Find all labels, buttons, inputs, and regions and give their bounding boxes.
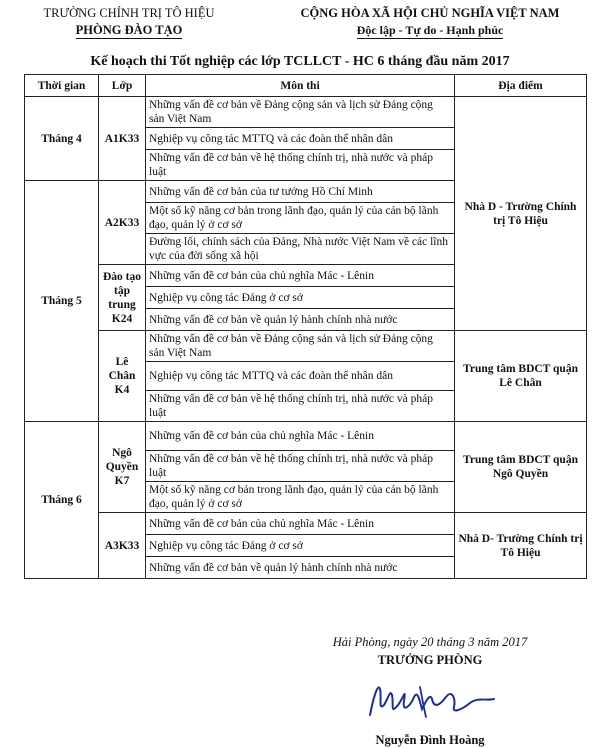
subject-cell: Những vấn đề cơ bản của chủ nghĩa Mác - Lênin <box>146 422 455 451</box>
subject-cell: Nghiệp vụ công tác Đảng ở cơ sở <box>146 535 455 557</box>
subject-cell: Những vấn đề cơ bản của tư tưởng Hồ Chí Minh <box>146 181 455 203</box>
table-row <box>25 422 587 451</box>
republic-name: CỘNG HÒA XÃ HỘI CHỦ NGHĨA VIỆT NAM <box>300 6 560 20</box>
col-header-place: Địa điểm <box>455 75 587 97</box>
subject-cell: Những vấn đề cơ bản về Đảng cộng sản và lịch sử Đảng cộng sản Việt Nam <box>146 331 455 362</box>
class-cell: Ngô Quyền K7 <box>99 422 146 513</box>
place-cell: Trung tâm BDCT quận Lê Chân <box>455 331 587 422</box>
table-header-row <box>25 75 587 97</box>
signing-date: Hải Phòng, ngày 20 tháng 3 năm 2017 <box>332 635 528 649</box>
class-cell: A2K33 <box>99 181 146 265</box>
subject-cell: Những vấn đề cơ bản về quản lý hành chính nhà nước <box>146 309 455 331</box>
col-header-class: Lớp <box>99 75 146 97</box>
place-cell: Nhà D - Trường Chính trị Tô Hiệu <box>455 97 587 331</box>
exam-schedule-table <box>24 74 587 579</box>
document-title: Kế hoạch thi Tốt nghiệp các lớp TCLLCT - HC 6 tháng đầu năm 2017 <box>90 54 510 69</box>
national-motto: Độc lập - Tự do - Hạnh phúc <box>356 23 504 37</box>
subject-cell: Những vấn đề cơ bản về hệ thống chính trị, nhà nước và pháp luật <box>146 150 455 181</box>
subject-cell: Những vấn đề cơ bản về hệ thống chính trị, nhà nước và pháp luật <box>146 451 455 482</box>
subject-cell: Những vấn đề cơ bản về hệ thống chính trị, nhà nước và pháp luật <box>146 391 455 422</box>
class-cell: A3K33 <box>99 513 146 579</box>
subject-cell: Một số kỹ năng cơ bản trong lãnh đạo, quản lý của cán bộ lãnh đạo, quản lý ở cơ sở <box>146 203 455 234</box>
place-cell: Trung tâm BDCT quận Ngô Quyền <box>455 422 587 513</box>
signer-title: TRƯỞNG PHÒNG <box>377 653 483 667</box>
subject-cell: Đường lối, chính sách của Đảng, Nhà nước Việt Nam về các lĩnh vực của đời sống xã hội <box>146 234 455 265</box>
signer-name: Nguyễn Đình Hoàng <box>375 733 485 747</box>
table-row <box>25 97 587 128</box>
national-header <box>265 6 595 39</box>
issuer-org: TRƯỜNG CHÍNH TRỊ TÔ HIỆU <box>43 6 215 20</box>
subject-cell: Những vấn đề cơ bản về Đảng cộng sản và lịch sử Đảng cộng sản Việt Nam <box>146 97 455 128</box>
table-row <box>25 331 587 362</box>
subject-cell: Những vấn đề cơ bản về quản lý hành chính nhà nước <box>146 557 455 579</box>
subject-cell: Những vấn đề cơ bản của chủ nghĩa Mác - Lênin <box>146 513 455 535</box>
subject-cell: Nghiệp vụ công tác Đảng ở cơ sở <box>146 287 455 309</box>
issuer-header <box>24 6 234 39</box>
handwritten-signature <box>360 675 500 727</box>
month-cell: Tháng 6 <box>25 422 99 579</box>
signature-stroke <box>370 687 494 715</box>
place-cell: Nhà D- Trường Chính trị Tô Hiệu <box>455 513 587 579</box>
issuer-dept: PHÒNG ĐÀO TẠO <box>75 23 183 37</box>
month-cell: Tháng 4 <box>25 97 99 181</box>
table-row <box>25 513 587 535</box>
class-cell: Đào tạo tập trung K24 <box>99 265 146 331</box>
subject-cell: Những vấn đề cơ bản của chủ nghĩa Mác - Lênin <box>146 265 455 287</box>
col-header-time: Thời gian <box>25 75 99 97</box>
subject-cell: Một số kỹ năng cơ bản trong lãnh đạo, quản lý của cán bộ lãnh đạo, quản lý ở cơ sở <box>146 482 455 513</box>
class-cell: Lê Chân K4 <box>99 331 146 422</box>
month-cell: Tháng 5 <box>25 181 99 422</box>
col-header-subject: Môn thi <box>146 75 455 97</box>
subject-cell: Nghiệp vụ công tác MTTQ và các đoàn thể nhân dân <box>146 128 455 150</box>
class-cell: A1K33 <box>99 97 146 181</box>
subject-cell: Nghiệp vụ công tác MTTQ và các đoàn thể nhân dân <box>146 362 455 391</box>
